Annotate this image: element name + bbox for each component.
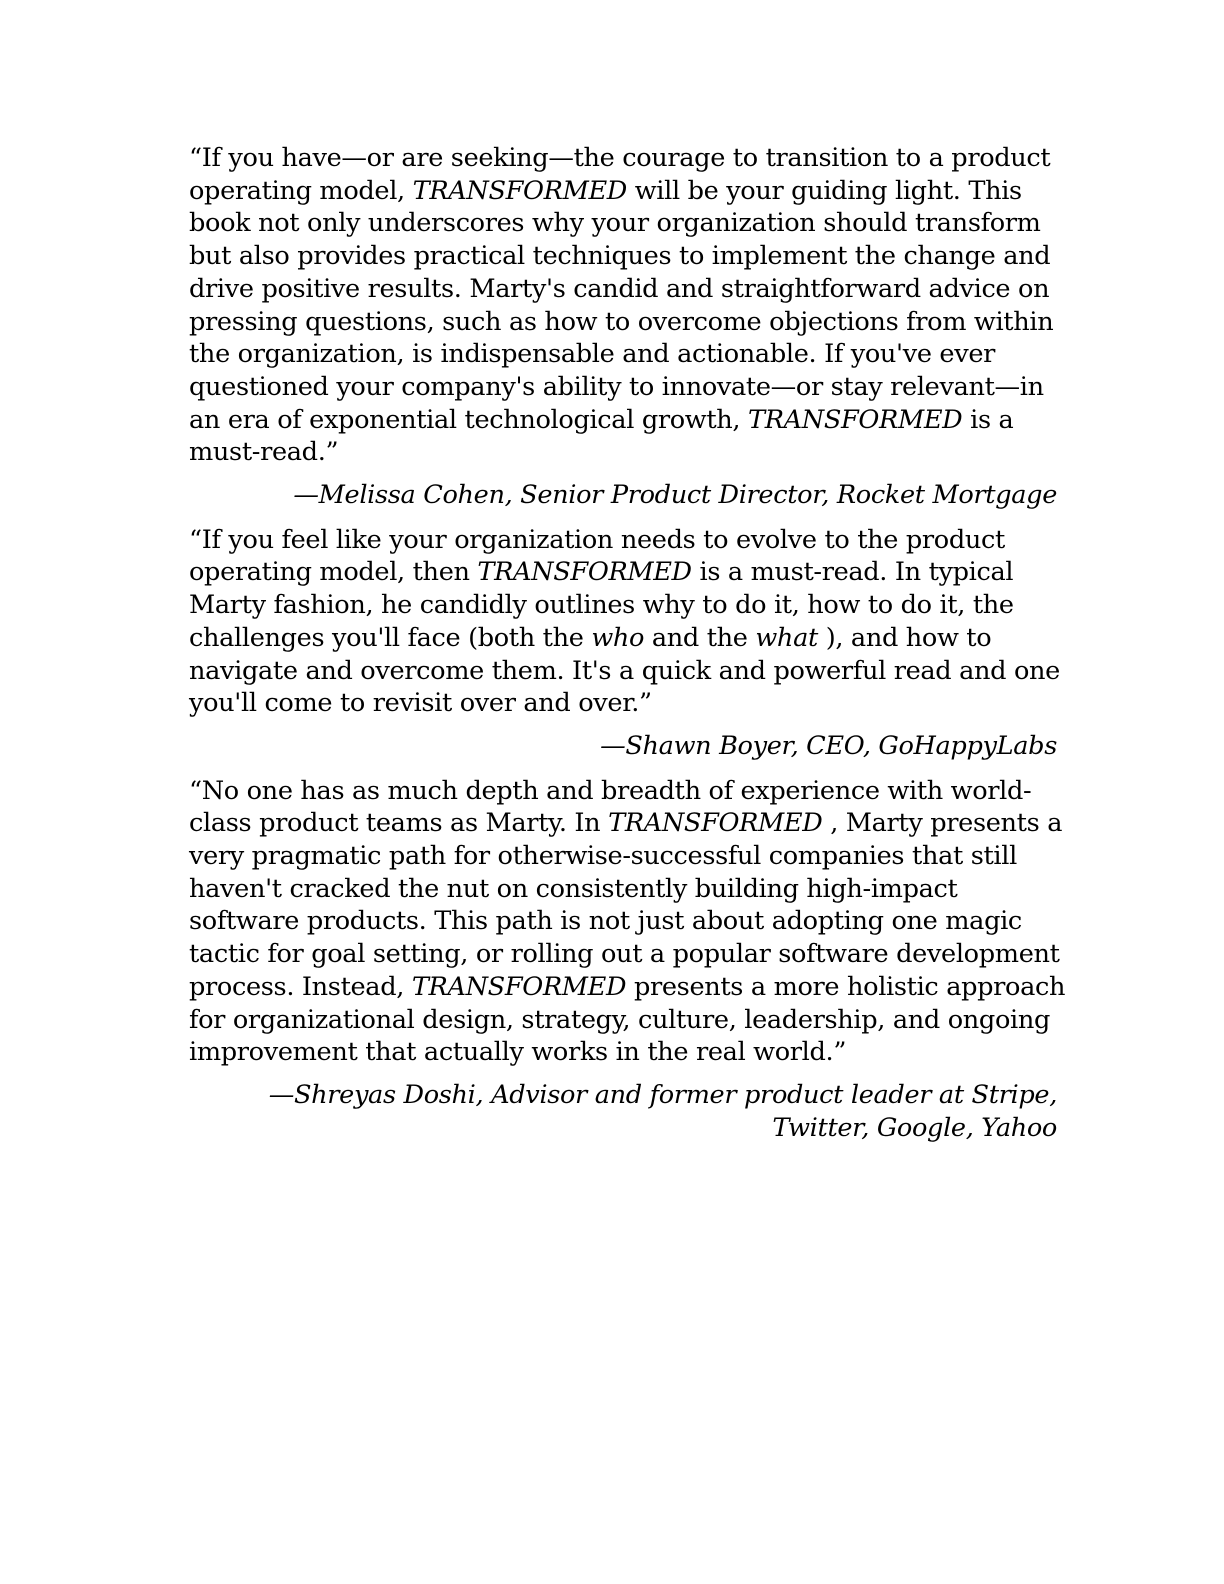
emphasis-word: who xyxy=(591,622,645,653)
testimonials-page xyxy=(189,142,1069,1156)
book-title: TRANSFORMED xyxy=(412,175,627,206)
book-title: TRANSFORMED xyxy=(411,971,627,1002)
testimonial-quote xyxy=(189,142,1069,469)
quote-text: “If you have—or are seeking—the courage to transition to a product operating model, xyxy=(189,143,1051,206)
book-title: TRANSFORMED xyxy=(477,557,692,588)
testimonial-shawn-boyer xyxy=(189,524,1069,763)
quote-text: presents a more holistic approach for organizational design, strategy, culture, leadership, and ongoing improvement that actually works in the real world.” xyxy=(189,971,1066,1068)
attribution-line: —Shreyas Doshi, Advisor and former product leader at Stripe, xyxy=(268,1079,1057,1110)
testimonial-melissa-cohen xyxy=(189,142,1069,512)
quote-text: is a must-read.” xyxy=(189,404,1014,468)
testimonial-shreyas-doshi xyxy=(189,775,1069,1145)
attribution-line: —Shawn Boyer, CEO, GoHappyLabs xyxy=(600,730,1057,761)
book-title: TRANSFORMED xyxy=(608,808,823,839)
quote-text: will be your guiding light. This book not only underscores why your organization should transform but also provides practical techniques to implement the change and drive positive results. Marty's candid and straightforward advice on pressing questions, such as how to overcome objections from within the organization, is indispensable and actionable. If you've ever questioned your company's ability to innovate—or stay relevant—in an era of exponential technological growth, xyxy=(189,175,1054,435)
book-title: TRANSFORMED xyxy=(748,404,963,435)
testimonial-quote xyxy=(189,524,1069,720)
emphasis-word: what xyxy=(755,622,818,653)
attribution-line: Twitter, Google, Yahoo xyxy=(772,1112,1057,1143)
attribution-line: —Melissa Cohen, Senior Product Director, Rocket Mortgage xyxy=(293,480,1057,511)
quote-text: “No one has as much depth and breadth of experience with world-class product teams as Marty. In xyxy=(189,775,1032,839)
quote-text: , Marty presents a very pragmatic path for otherwise-successful companies that still haven't cracked the nut on consistently building high-impact software products. This path is not just about adopting one magic tactic for goal setting, or rolling out a popular software development process. Instead, xyxy=(189,808,1063,1002)
testimonial-quote xyxy=(189,775,1069,1069)
quote-text: and the xyxy=(644,622,756,653)
quote-text: is a must-read. In typical Marty fashion, he candidly outlines why to do it, how to do it, the challenges you'll face (both the xyxy=(189,557,1014,653)
testimonial-attribution xyxy=(189,479,1057,512)
testimonial-attribution xyxy=(189,730,1057,763)
quote-text: ), and how to navigate and overcome them. It's a quick and powerful read and one you'll come to revisit over and over.” xyxy=(189,622,1060,719)
quote-text: “If you feel like your organization needs to evolve to the product operating model, then xyxy=(189,524,1005,588)
testimonial-attribution xyxy=(189,1079,1057,1144)
